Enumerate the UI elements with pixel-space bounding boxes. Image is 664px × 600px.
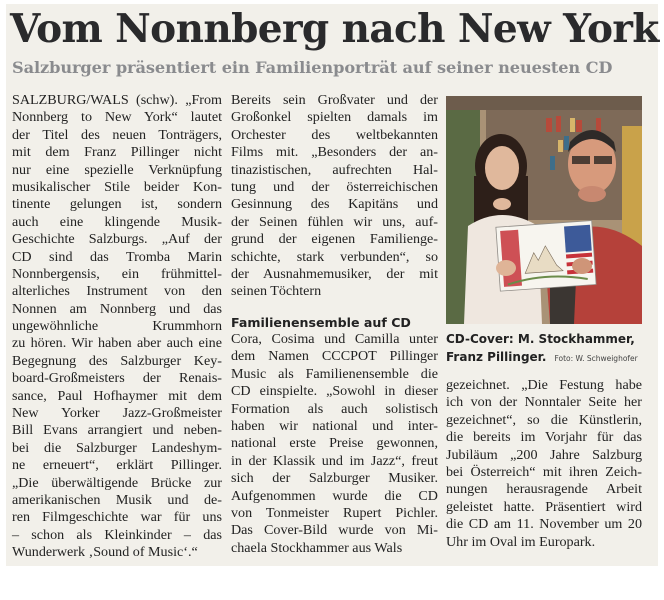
text-line: Films mit. „Besonders der an- xyxy=(231,144,438,161)
text-line: SALZBURG/WALS (schw). „From xyxy=(12,92,222,108)
text-line: Nonnbergensis, ein frühmittel- xyxy=(12,265,222,282)
text-line: sance, Paul Hofhaymer mit dem xyxy=(12,387,222,404)
text-line: „Die überwältigende Brücke zur xyxy=(12,474,222,491)
text-line: Nonnen am Nonnberg und das xyxy=(12,300,222,317)
text-line: Jubiläum „200 Jahre Salzburg xyxy=(446,446,642,463)
caption-line-1: CD-Cover: M. Stockhammer, xyxy=(446,332,635,346)
text-line: ne erneuert“, erklärt Pillinger. xyxy=(12,457,222,474)
text-line: ungewöhnliche Krummhorn xyxy=(12,318,222,335)
text-line: Begegnung des Salzburger Key- xyxy=(12,352,222,369)
text-line: mit dem Franz Pillinger nicht xyxy=(12,144,222,161)
headline: Vom Nonnberg nach New York xyxy=(10,6,659,52)
text-line: Uhr im Oval im Europark. xyxy=(446,533,596,550)
text-line: Aufgenommen wurde die CD xyxy=(231,487,438,504)
text-line: Geschichte Salzburgs. „Auf der xyxy=(12,231,222,248)
text-line: Wunderwerk ‚Sound of Music‘.“ xyxy=(12,544,198,561)
text-line: in der Klassik und im Jazz“, freut xyxy=(231,452,438,469)
text-line: Formation als auch solistisch xyxy=(231,400,438,417)
photo-illustration xyxy=(446,96,642,324)
text-line: amerikanischen Musik und de- xyxy=(12,491,222,508)
text-line: tinente gelungen ist, sondern xyxy=(12,196,222,213)
text-line: von Tonmeister Rupert Pichler. xyxy=(231,504,438,521)
text-line: board-Großmeisters der Renais- xyxy=(12,370,222,387)
subheadline: Salzburger präsentiert ein Familienporträt auf seiner neuesten CD xyxy=(12,58,613,77)
text-line: der Titel des neuen Tonträgers, xyxy=(12,126,222,143)
text-line: Orchester des weltbekannten xyxy=(231,126,438,143)
text-line: ren Filmgeschichte war für uns xyxy=(12,509,222,526)
text-line: nungen herausragende Arbeit xyxy=(446,481,642,498)
text-line: nur eine spezielle Verknüpfung xyxy=(12,161,222,178)
article-photo xyxy=(446,96,642,324)
text-line: geleistet hatte. Präsentiert wird xyxy=(446,498,642,515)
text-line: auch eine klingende Musik- xyxy=(12,213,222,230)
text-line: der Ausnahmemusiker, der mit xyxy=(231,265,438,282)
text-line: bei die Salzburger Landeshym- xyxy=(12,439,222,456)
text-line: CD sind das Tromba Marin xyxy=(12,248,222,265)
caption-line-2: Franz Pillinger. xyxy=(446,350,547,364)
text-line: zu hören. Wir haben aber auch eine xyxy=(12,335,222,352)
text-line: die CD am 11. November um 20 xyxy=(446,516,642,533)
text-line: Nonnberg to New York“ lautet xyxy=(12,109,222,126)
text-line: sich der Salzburger Musiker. xyxy=(231,470,438,487)
text-line: grund der eigenen Familienge- xyxy=(231,231,438,248)
text-line: Das Cover-Bild wurde von Mi- xyxy=(231,522,438,539)
text-line: Großonkel spielten damals im xyxy=(231,109,438,126)
text-line: Gesinnung des Kapitäns und xyxy=(231,196,438,213)
section-heading: Familienensemble auf CD xyxy=(231,314,411,330)
text-line: bei Österreich“ mit ihren Zeich- xyxy=(446,463,642,480)
text-line: Cora, Cosima und Camilla unter xyxy=(231,331,438,348)
text-line: Music als Familienensemble die xyxy=(231,365,438,382)
text-line: Bill Evans arrangiert und neben- xyxy=(12,422,222,439)
text-line: musikalischer Stile beider Kon- xyxy=(12,178,222,195)
text-line: national erste Preise gewonnen, xyxy=(231,435,438,452)
text-line: alterliches Instrument von den xyxy=(12,283,222,300)
text-line: chaela Stockhammer aus Wals xyxy=(231,539,403,556)
text-line: New Yorker Jazz-Großmeister xyxy=(12,405,222,422)
text-line: CD einspielte. „Sowohl in dieser xyxy=(231,383,438,400)
text-line: tinazistischen, aufrechten Hal- xyxy=(231,161,438,178)
article-column-2 xyxy=(231,92,438,557)
text-line: dem Namen CCCPOT Pillinger xyxy=(231,348,438,365)
text-line: ich von der Nonntaler Seite her xyxy=(446,394,642,411)
text-line: schichte, stark verbunden“, so xyxy=(231,248,438,265)
text-line: die bereits im Vorjahr für das xyxy=(446,429,642,446)
text-line: gezeichnet. „Die Festung habe xyxy=(446,377,642,393)
article-column-1 xyxy=(12,92,222,562)
text-line: seinen Töchtern xyxy=(231,283,322,300)
photo-credit: Foto: W. Schweighofer xyxy=(554,354,638,363)
text-line: gezeichnet“, so die Künstlerin, xyxy=(446,411,642,428)
text-line: haben wir national und inter- xyxy=(231,418,438,435)
photo-caption xyxy=(446,330,646,367)
text-line: Bereits sein Großvater und der xyxy=(231,92,438,108)
text-line: tung und der österreichischen xyxy=(231,178,438,195)
text-line: – schon als Kleinkinder – das xyxy=(12,526,222,543)
text-line: der Seinen fühlen wir uns, auf- xyxy=(231,213,438,230)
article-column-3 xyxy=(446,377,642,551)
